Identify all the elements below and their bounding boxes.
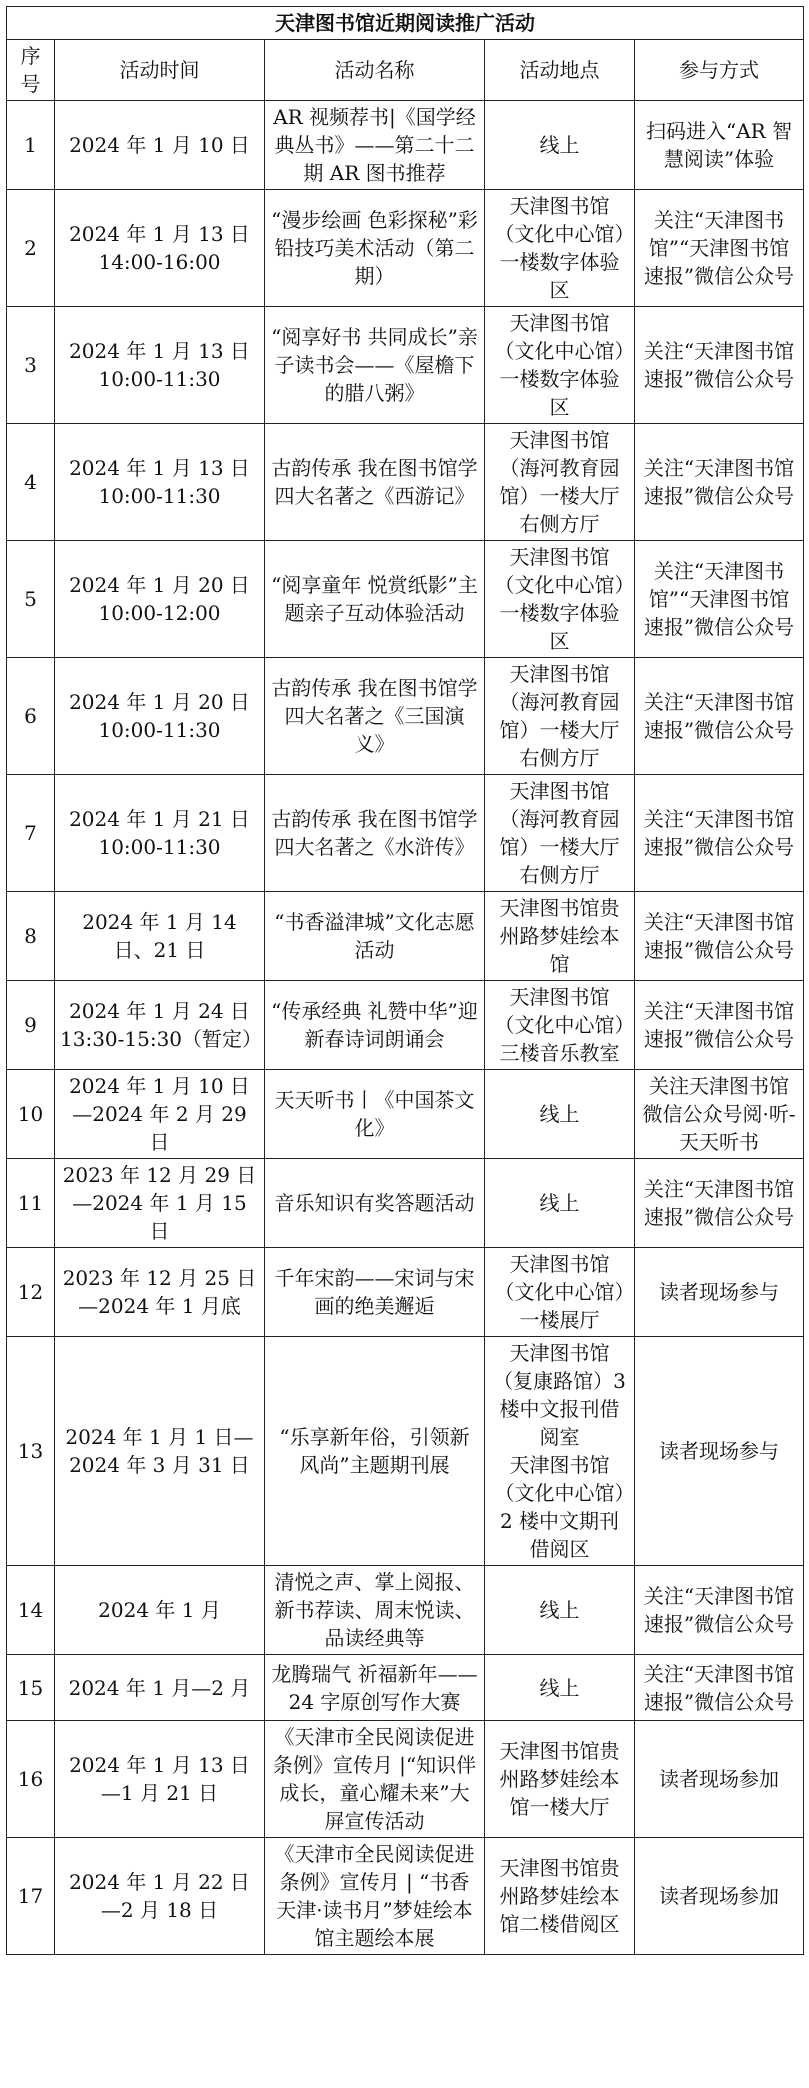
cell-time: 2024 年 1 月 13 日—1 月 21 日 (55, 1721, 265, 1838)
cell-no: 1 (7, 101, 55, 190)
table-row (7, 307, 804, 424)
header-time: 活动时间 (55, 40, 265, 101)
cell-time: 2024 年 1 月—2 月 (55, 1655, 265, 1721)
cell-no: 4 (7, 424, 55, 541)
cell-no: 12 (7, 1248, 55, 1337)
cell-time: 2024 年 1 月 20 日 10:00-11:30 (55, 658, 265, 775)
table-row (7, 1337, 804, 1566)
cell-way: 关注“天津图书馆速报”微信公众号 (635, 1655, 804, 1721)
cell-way: 关注“天津图书馆速报”微信公众号 (635, 981, 804, 1070)
cell-no: 3 (7, 307, 55, 424)
table-row (7, 981, 804, 1070)
cell-way: 关注“天津图书馆速报”微信公众号 (635, 658, 804, 775)
cell-time: 2024 年 1 月 24 日 13:30-15:30（暂定） (55, 981, 265, 1070)
cell-time: 2024 年 1 月 13 日 10:00-11:30 (55, 307, 265, 424)
cell-name: 清悦之声、掌上阅报、新书荐读、周末悦读、品读经典等 (265, 1566, 485, 1655)
cell-time: 2024 年 1 月 13 日 14:00-16:00 (55, 190, 265, 307)
cell-way: 关注“天津图书馆”“天津图书馆速报”微信公众号 (635, 541, 804, 658)
cell-no: 2 (7, 190, 55, 307)
cell-no: 17 (7, 1838, 55, 1955)
cell-way: 关注“天津图书馆速报”微信公众号 (635, 307, 804, 424)
cell-no: 14 (7, 1566, 55, 1655)
cell-no: 11 (7, 1159, 55, 1248)
cell-name: “传承经典 礼赞中华”迎新春诗词朗诵会 (265, 981, 485, 1070)
cell-way: 关注天津图书馆微信公众号阅·听-天天听书 (635, 1070, 804, 1159)
cell-way: 关注“天津图书馆速报”微信公众号 (635, 1159, 804, 1248)
cell-no: 8 (7, 892, 55, 981)
table-row (7, 190, 804, 307)
table-row (7, 1248, 804, 1337)
header-place: 活动地点 (485, 40, 635, 101)
table-row (7, 1721, 804, 1838)
cell-name: 古韵传承 我在图书馆学四大名著之《三国演义》 (265, 658, 485, 775)
cell-place: 线上 (485, 1655, 635, 1721)
cell-name: 《天津市全民阅读促进条例》宣传月 |“知识伴成长，童心耀未来”大屏宣传活动 (265, 1721, 485, 1838)
cell-place: 天津图书馆（海河教育园馆）一楼大厅右侧方厅 (485, 775, 635, 892)
header-row (7, 40, 804, 101)
cell-no: 5 (7, 541, 55, 658)
table-row (7, 541, 804, 658)
cell-place: 天津图书馆（海河教育园馆）一楼大厅右侧方厅 (485, 658, 635, 775)
cell-name: 古韵传承 我在图书馆学四大名著之《西游记》 (265, 424, 485, 541)
cell-place: 天津图书馆（文化中心馆）一楼数字体验区 (485, 541, 635, 658)
cell-place: 线上 (485, 1566, 635, 1655)
cell-place: 天津图书馆贵州路梦娃绘本馆一楼大厅 (485, 1721, 635, 1838)
cell-place: 天津图书馆贵州路梦娃绘本馆二楼借阅区 (485, 1838, 635, 1955)
table-row (7, 775, 804, 892)
cell-time: 2023 年 12 月 25 日—2024 年 1 月底 (55, 1248, 265, 1337)
cell-name: “漫步绘画 色彩探秘”彩铅技巧美术活动（第二期） (265, 190, 485, 307)
cell-time: 2024 年 1 月 21 日 10:00-11:30 (55, 775, 265, 892)
cell-time: 2024 年 1 月 22 日—2 月 18 日 (55, 1838, 265, 1955)
cell-time: 2024 年 1 月 20 日 10:00-12:00 (55, 541, 265, 658)
cell-way: 读者现场参加 (635, 1721, 804, 1838)
cell-no: 9 (7, 981, 55, 1070)
header-no: 序号 (7, 40, 55, 101)
cell-time: 2024 年 1 月 (55, 1566, 265, 1655)
cell-no: 7 (7, 775, 55, 892)
table-row (7, 892, 804, 981)
cell-no: 13 (7, 1337, 55, 1566)
cell-name: “乐享新年俗，引领新风尚”主题期刊展 (265, 1337, 485, 1566)
table-row (7, 1070, 804, 1159)
cell-no: 10 (7, 1070, 55, 1159)
cell-way: 关注“天津图书馆速报”微信公众号 (635, 775, 804, 892)
document (6, 6, 803, 1955)
table-row (7, 658, 804, 775)
cell-place: 线上 (485, 1159, 635, 1248)
table-body (7, 101, 804, 1955)
cell-time: 2023 年 12 月 29 日—2024 年 1 月 15 日 (55, 1159, 265, 1248)
cell-place: 天津图书馆（复康路馆）3 楼中文报刊借阅室 天津图书馆（文化中心馆）2 楼中文期刊借阅区 (485, 1337, 635, 1566)
cell-way: 读者现场参与 (635, 1248, 804, 1337)
cell-time: 2024 年 1 月 13 日 10:00-11:30 (55, 424, 265, 541)
cell-no: 6 (7, 658, 55, 775)
cell-name: 天天听书丨《中国茶文化》 (265, 1070, 485, 1159)
cell-no: 16 (7, 1721, 55, 1838)
table-row (7, 424, 804, 541)
cell-name: “书香溢津城”文化志愿活动 (265, 892, 485, 981)
title-row (7, 7, 804, 40)
cell-time: 2024 年 1 月 1 日—2024 年 3 月 31 日 (55, 1337, 265, 1566)
cell-name: 千年宋韵——宋词与宋画的绝美邂逅 (265, 1248, 485, 1337)
cell-name: 《天津市全民阅读促进条例》宣传月 | “书香天津·读书月”梦娃绘本馆主题绘本展 (265, 1838, 485, 1955)
cell-place: 天津图书馆（文化中心馆）三楼音乐教室 (485, 981, 635, 1070)
cell-way: 读者现场参与 (635, 1337, 804, 1566)
cell-name: “阅享好书 共同成长”亲子读书会——《屋檐下的腊八粥》 (265, 307, 485, 424)
cell-name: 龙腾瑞气 祈福新年——24 字原创写作大赛 (265, 1655, 485, 1721)
cell-place: 天津图书馆贵州路梦娃绘本馆 (485, 892, 635, 981)
table-row (7, 1159, 804, 1248)
cell-time: 2024 年 1 月 10 日 (55, 101, 265, 190)
table-row (7, 1655, 804, 1721)
cell-way: 关注“天津图书馆速报”微信公众号 (635, 892, 804, 981)
cell-place: 线上 (485, 101, 635, 190)
cell-way: 扫码进入“AR 智慧阅读”体验 (635, 101, 804, 190)
cell-place: 天津图书馆（文化中心馆）一楼展厅 (485, 1248, 635, 1337)
table-row (7, 1566, 804, 1655)
cell-way: 关注“天津图书馆”“天津图书馆速报”微信公众号 (635, 190, 804, 307)
events-table (6, 6, 804, 1955)
cell-name: “阅享童年 悦赏纸影”主题亲子互动体验活动 (265, 541, 485, 658)
table-title: 天津图书馆近期阅读推广活动 (7, 7, 804, 40)
cell-name: 音乐知识有奖答题活动 (265, 1159, 485, 1248)
header-name: 活动名称 (265, 40, 485, 101)
cell-place: 线上 (485, 1070, 635, 1159)
cell-place: 天津图书馆（文化中心馆）一楼数字体验区 (485, 190, 635, 307)
cell-way: 读者现场参加 (635, 1838, 804, 1955)
table-row (7, 101, 804, 190)
cell-name: AR 视频荐书|《国学经典丛书》——第二十二期 AR 图书推荐 (265, 101, 485, 190)
cell-name: 古韵传承 我在图书馆学四大名著之《水浒传》 (265, 775, 485, 892)
header-way: 参与方式 (635, 40, 804, 101)
cell-place: 天津图书馆（海河教育园馆）一楼大厅右侧方厅 (485, 424, 635, 541)
cell-way: 关注“天津图书馆速报”微信公众号 (635, 424, 804, 541)
cell-way: 关注“天津图书馆速报”微信公众号 (635, 1566, 804, 1655)
table-row (7, 1838, 804, 1955)
cell-time: 2024 年 1 月 10 日—2024 年 2 月 29 日 (55, 1070, 265, 1159)
cell-place: 天津图书馆（文化中心馆）一楼数字体验区 (485, 307, 635, 424)
cell-time: 2024 年 1 月 14 日、21 日 (55, 892, 265, 981)
cell-no: 15 (7, 1655, 55, 1721)
